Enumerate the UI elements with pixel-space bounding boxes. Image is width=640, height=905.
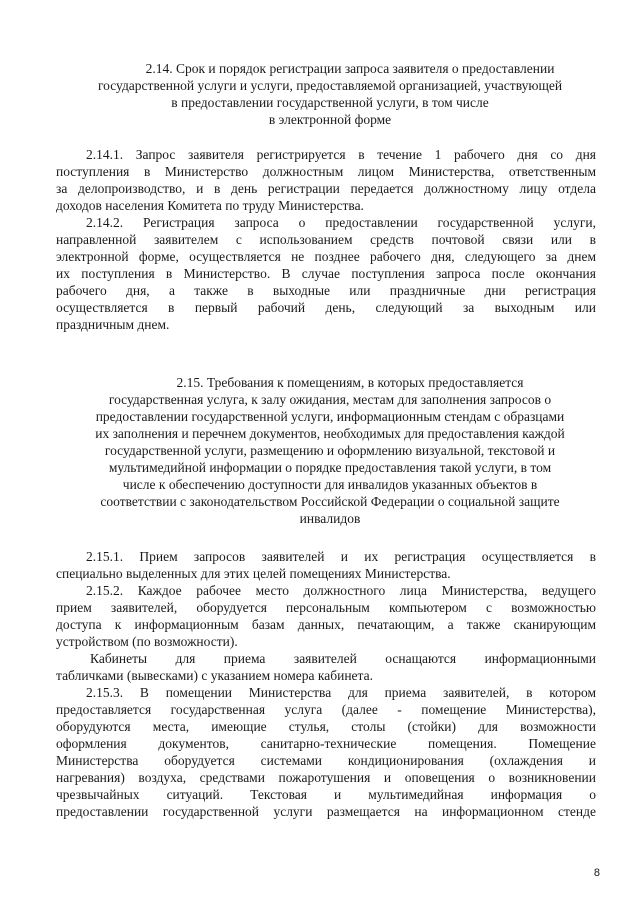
paragraph-line: 2.14.2. Регистрация запроса о предоставлении государственной услуги, <box>86 215 596 230</box>
page-number: 8 <box>593 867 600 879</box>
paragraph-line: доступа к информационным базам данных, печатающим, а также сканирующим <box>56 617 596 632</box>
section-heading-2-15 <box>60 374 600 527</box>
heading-line: в электронной форме <box>268 112 392 127</box>
heading-line: инвалидов <box>299 511 361 526</box>
paragraph-line: прием заявителей, оборудуется персональным компьютером с возможностью <box>56 600 596 615</box>
paragraph-line: устройством (по возможности). <box>56 634 238 649</box>
paragraph-line: поступления в Министерство должностным лицом Министерства, ответственным <box>56 164 596 179</box>
heading-line: мультимедийной информации о порядке предоставления такой услуги, в том <box>108 460 552 475</box>
paragraph-2-14-1 <box>56 146 596 214</box>
paragraph-line: Министерства оборудуется системами кондиционирования (охлаждения и <box>56 753 596 768</box>
heading-line: государственная услуга, к залу ожидания, местам для заполнения запросов о <box>108 392 552 407</box>
paragraph-line: доходов населения Комитета по труду Министерства. <box>56 198 364 213</box>
paragraph-line: осуществляется в первый рабочий день, следующий за выходным или <box>56 300 596 315</box>
section-heading-2-14 <box>60 60 600 128</box>
heading-line: соответствии с законодательством Российской Федерации о социальной защите <box>100 494 560 509</box>
heading-line: государственной услуги и услуги, предоставляемой организацией, участвующей <box>97 78 563 93</box>
paragraph-line: предоставляется государственная услуга (далее - помещение Министерства), <box>56 702 596 717</box>
paragraph-line: табличками (вывесками) с указанием номера кабинета. <box>56 668 373 683</box>
heading-line: числе к обеспечению доступности для инвалидов указанных объектов в <box>122 477 538 492</box>
paragraph-line: их поступления в Министерство. В случае поступления запроса после окончания <box>56 266 596 281</box>
paragraph-line: Кабинеты для приема заявителей оснащаются информационными <box>90 651 596 666</box>
paragraph-2-14-2 <box>56 214 596 333</box>
heading-line: их заполнения и перечнем документов, необходимых для предоставления каждой <box>95 426 565 441</box>
paragraph-line: 2.15.3. В помещении Министерства для приема заявителей, в котором <box>86 685 596 700</box>
paragraph-line: оформления документов, санитарно-технические помещения. Помещение <box>56 736 596 751</box>
paragraph-2-15-2 <box>56 582 596 650</box>
paragraph-2-15-1 <box>56 548 596 582</box>
heading-line: в предоставлении государственной услуги, в том числе <box>171 95 489 110</box>
paragraph-line: за делопроизводство, и в день регистрации передается должностному лицу отдела <box>56 181 596 196</box>
heading-line: 2.14. Срок и порядок регистрации запроса заявителя о предоставлении <box>145 61 555 76</box>
paragraph-line: праздничным днем. <box>56 317 170 332</box>
paragraph-line: 2.15.1. Прием запросов заявителей и их регистрация осуществляется в <box>86 549 596 564</box>
paragraph-line: 2.14.1. Запрос заявителя регистрируется в течение 1 рабочего дня со дня <box>86 147 596 162</box>
paragraph-line: чрезвычайных ситуаций. Текстовая и мультимедийная информация о <box>56 787 596 802</box>
heading-line: государственной услуги, размещению и оформлению визуальной, текстовой и <box>104 443 556 458</box>
paragraph-line: 2.15.2. Каждое рабочее место должностного лица Министерства, ведущего <box>86 583 596 598</box>
paragraph-line: специально выделенных для этих целей помещениях Министерства. <box>56 566 451 581</box>
paragraph-line: направленной заявителем с использованием средств почтовой связи или в <box>56 232 596 247</box>
paragraph-line: рабочего дня, а также в выходные или праздничные дни регистрация <box>56 283 596 298</box>
paragraph-line: электронной форме, осуществляется не позднее рабочего дня, следующего за днем <box>56 249 596 264</box>
paragraph-line: нагревания) воздуха, средствами пожаротушения и оповещения о возникновении <box>56 770 596 785</box>
paragraph-2-15-3 <box>56 684 596 820</box>
heading-line: предоставлении государственной услуги, информационным стендам с образцами <box>95 409 565 424</box>
paragraph-line: оборудуются места, имеющие стулья, столы (стойки) для возможности <box>56 719 596 734</box>
paragraph-line: предоставлении государственной услуги размещается на информационном стенде <box>56 804 596 819</box>
heading-line: 2.15. Требования к помещениям, в которых предоставляется <box>176 375 524 390</box>
paragraph-cabinets <box>56 650 596 684</box>
